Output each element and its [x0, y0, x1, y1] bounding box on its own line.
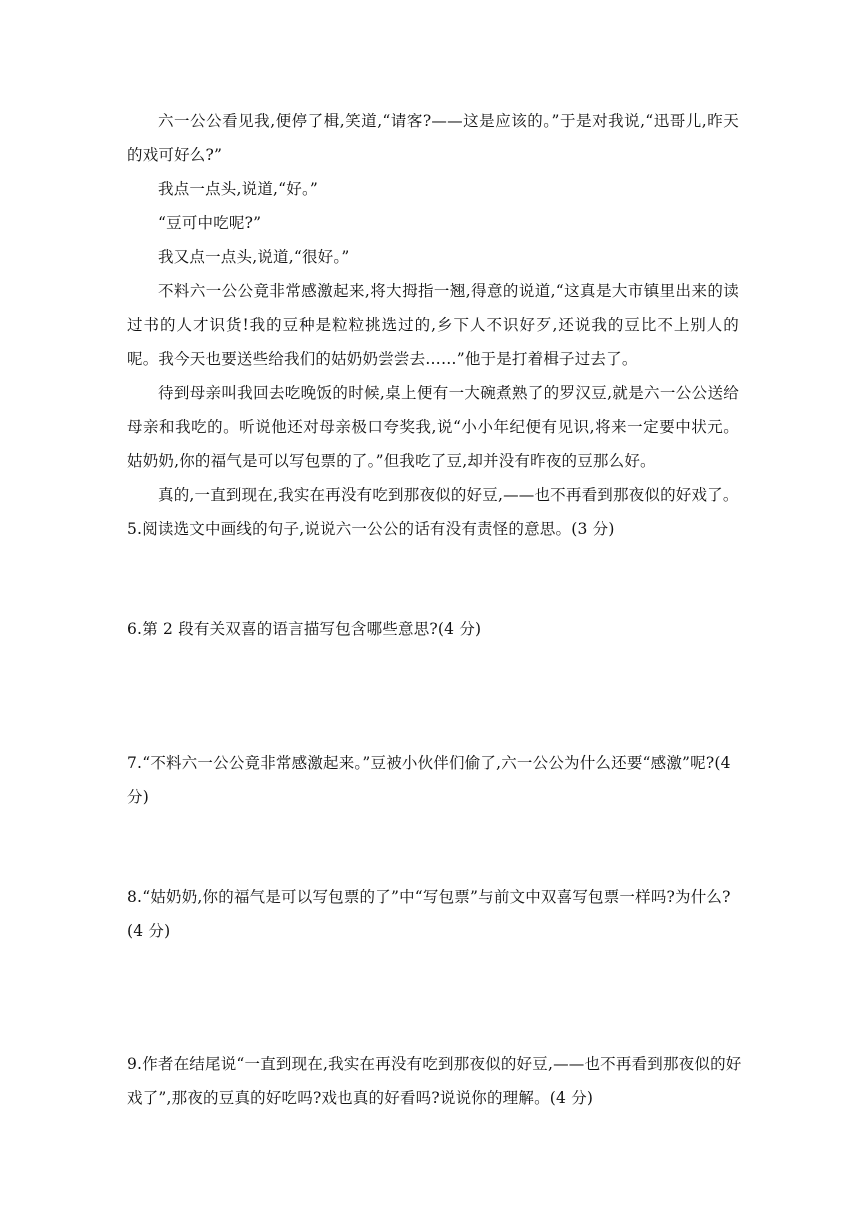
question-7: 7.“不料六一公公竟非常感激起来。”豆被小伙伴们偷了,六一公公为什么还要“感激”呢?(4 分): [127, 754, 731, 806]
passage-paragraph-4: 我又点一点头,说道,“很好。”: [158, 248, 350, 266]
passage-paragraph-2: 我点一点头,说道,“好。”: [158, 180, 319, 198]
passage-paragraph-3: “豆可中吃呢?”: [158, 214, 262, 232]
question-6: 6.第 2 段有关双喜的语言描写包含哪些意思?(4 分): [127, 620, 482, 638]
passage-paragraph-5: 不料六一公公竟非常感激起来,将大拇指一翘,得意的说道,“这真是大市镇里出来的读过书的人才识货!我的豆种是粒粒挑选过的,乡下人不识好歹,还说我的豆比不上别人的呢。我今天也要送些给我们的姑奶奶尝尝去……”他于是打着楫子过去了。: [127, 282, 739, 368]
question-8: 8.“姑奶奶,你的福气是可以写包票的了”中“写包票”与前文中双喜写包票一样吗?为什么?(4 分): [127, 888, 731, 940]
passage-paragraph-1: 六一公公看见我,便停了楫,笑道,“请客?——这是应该的。”于是对我说,“迅哥儿,昨天的戏可好么?”: [127, 112, 739, 164]
question-5: 5.阅读选文中画线的句子,说说六一公公的话有没有责怪的意思。(3 分): [127, 520, 615, 538]
passage-paragraph-7: 真的,一直到现在,我实在再没有吃到那夜似的好豆,——也不再看到那夜似的好戏了。: [158, 486, 739, 504]
question-9: 9.作者在结尾说“一直到现在,我实在再没有吃到那夜似的好豆,——也不再看到那夜似的好戏了”,那夜的豆真的好吃吗?戏也真的好看吗?说说你的理解。(4 分): [127, 1055, 742, 1107]
passage-paragraph-6: 待到母亲叫我回去吃晚饭的时候,桌上便有一大碗煮熟了的罗汉豆,就是六一公公送给母亲和我吃的。听说他还对母亲极口夸奖我,说“小小年纪便有见识,将来一定要中状元。姑奶奶,你的福气是可以写包票的了。”但我吃了豆,却并没有昨夜的豆那么好。: [127, 384, 739, 470]
